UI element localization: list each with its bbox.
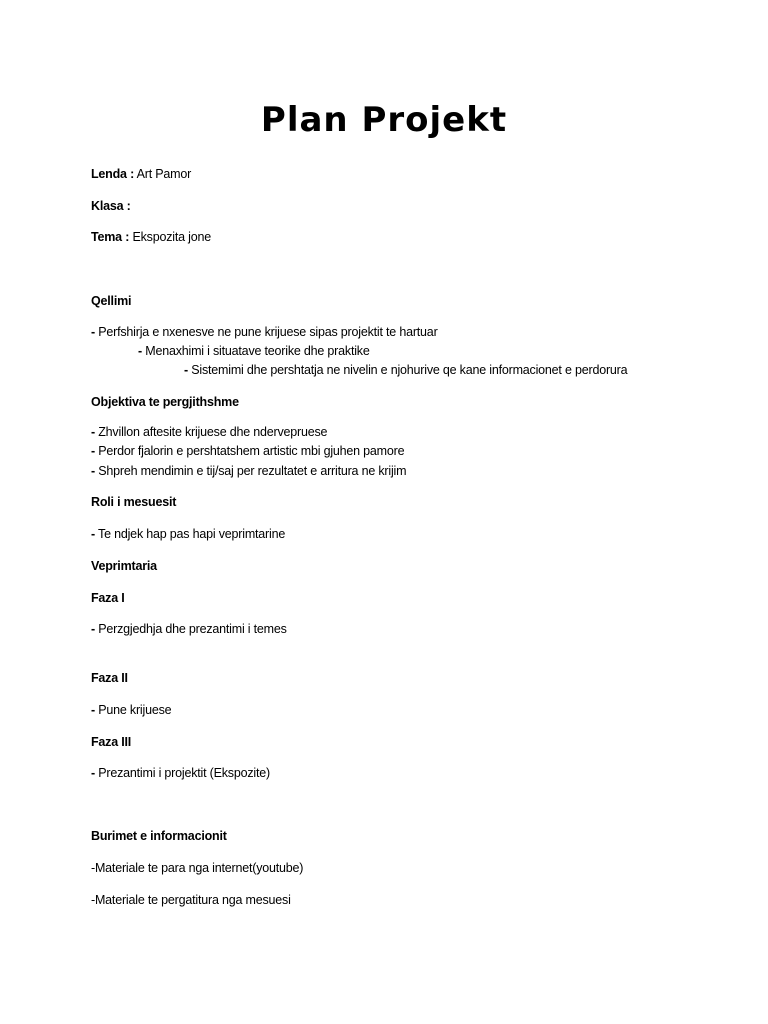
qellimi-item-text: Menaxhimi i situatave teorike dhe praktike	[145, 344, 370, 358]
bullet-dash: -	[138, 344, 142, 358]
roli-item-text: Te ndjek hap pas hapi veprimtarine	[98, 527, 286, 541]
bullet-dash: -	[184, 363, 188, 377]
burimet-item-2: -Materiale te pergatitura nga mesuesi	[91, 893, 291, 907]
tema-line	[91, 229, 211, 245]
faza-3-item	[91, 765, 270, 781]
bullet-dash: -	[91, 703, 95, 717]
qellimi-item-text: Sistemimi dhe pershtatja ne nivelin e njohurive qe kane informacionet e perdorura	[191, 363, 628, 377]
burimet-heading: Burimet e informacionit	[91, 829, 227, 843]
bullet-dash: -	[91, 766, 95, 780]
bullet-dash: -	[91, 325, 95, 339]
bullet-dash: -	[91, 622, 95, 636]
page-title: Plan Projekt	[260, 100, 508, 140]
faza-1-item-text: Perzgjedhja dhe prezantimi i temes	[98, 622, 287, 636]
qellimi-item-1	[91, 324, 438, 340]
faza-3-item-text: Prezantimi i projektit (Ekspozite)	[98, 766, 270, 780]
objektiva-item-text: Perdor fjalorin e pershtatshem artistic mbi gjuhen pamore	[98, 444, 405, 458]
objektiva-item-1	[91, 424, 327, 440]
objektiva-item-text: Shpreh mendimin e tij/saj per rezultatet e arritura ne krijim	[98, 464, 407, 478]
lenda-value: Art Pamor	[136, 167, 192, 181]
lenda-line	[91, 166, 191, 182]
faza-2-heading: Faza II	[91, 671, 128, 685]
bullet-dash: -	[91, 444, 95, 458]
tema-value: Ekspozita jone	[132, 230, 211, 244]
objektiva-item-3	[91, 463, 406, 479]
roli-heading: Roli i mesuesit	[91, 495, 177, 509]
bullet-dash: -	[91, 425, 95, 439]
faza-2-item	[91, 702, 171, 718]
faza-1-item	[91, 621, 287, 637]
bullet-dash: -	[91, 464, 95, 478]
burimet-item-1: -Materiale te para nga internet(youtube)	[91, 861, 304, 875]
qellimi-heading: Qellimi	[91, 294, 132, 308]
objektiva-item-text: Zhvillon aftesite krijuese dhe ndervepruese	[98, 425, 328, 439]
faza-1-heading: Faza I	[91, 591, 125, 605]
tema-label: Tema :	[91, 230, 130, 244]
faza-2-item-text: Pune krijuese	[98, 703, 172, 717]
qellimi-item-3	[184, 362, 627, 378]
roli-item	[91, 526, 285, 542]
faza-3-heading: Faza III	[91, 735, 132, 749]
qellimi-item-2	[138, 343, 370, 359]
lenda-label: Lenda :	[91, 167, 135, 181]
objektiva-heading: Objektiva te pergjithshme	[91, 395, 239, 409]
klasa-label: Klasa :	[91, 199, 131, 213]
qellimi-item-text: Perfshirja e nxenesve ne pune krijuese sipas projektit te hartuar	[98, 325, 438, 339]
veprimtaria-heading: Veprimtaria	[91, 559, 157, 573]
objektiva-item-2	[91, 443, 404, 459]
klasa-line	[91, 198, 131, 214]
bullet-dash: -	[91, 527, 95, 541]
